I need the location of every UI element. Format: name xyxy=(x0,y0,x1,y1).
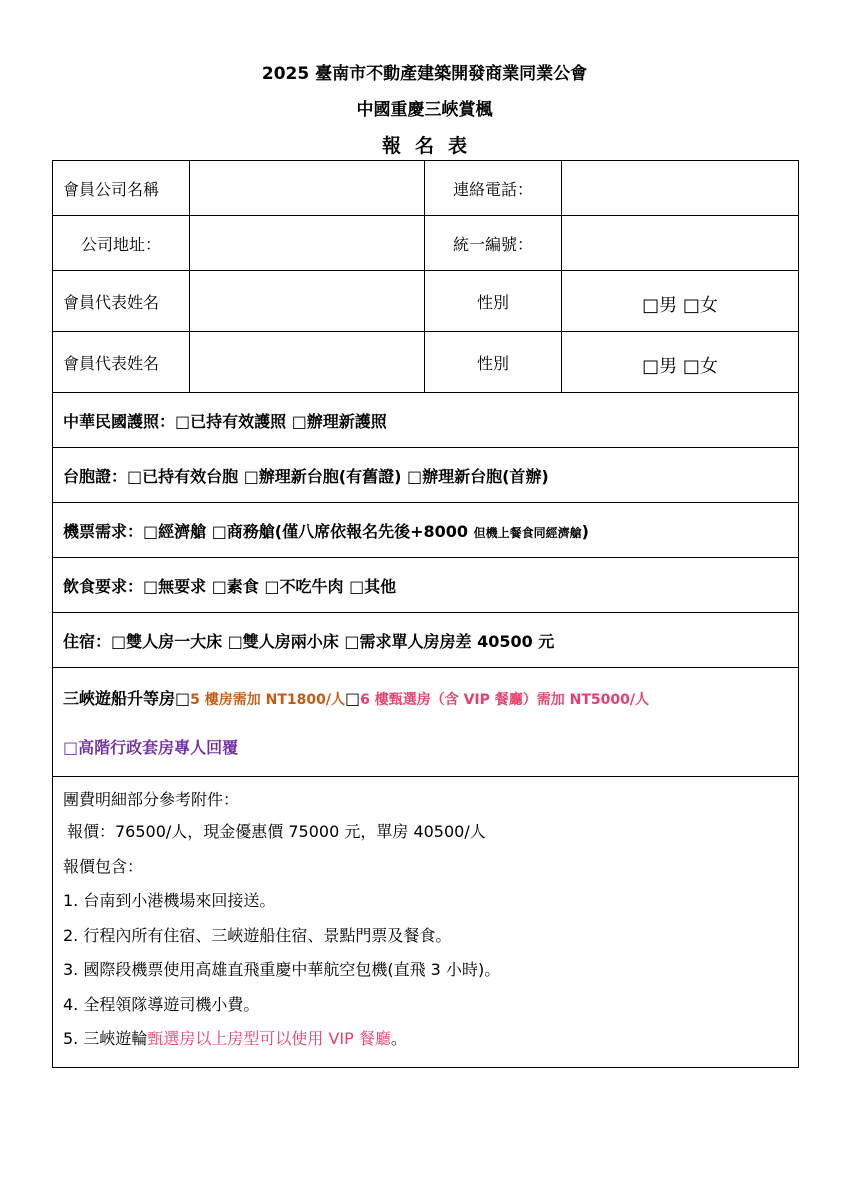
company-name-field[interactable] xyxy=(190,161,425,216)
details-price: 報價：76500/人，現金優惠價 75000 元，單房 40500/人 xyxy=(67,822,486,841)
details-item-4: 4. 全程領隊導遊司機小費。 xyxy=(63,994,260,1014)
taibao-options[interactable]: 台胞證：□已持有效台胞 □辦理新台胞(有舊證) □辦理新台胞(首辦) xyxy=(53,448,799,503)
tax-id-field[interactable] xyxy=(562,216,799,271)
rep2-label: 會員代表姓名 xyxy=(53,332,190,393)
doc-title-trip: 中國重慶三峽賞楓 xyxy=(356,100,493,120)
rep1-label: 會員代表姓名 xyxy=(53,271,190,332)
row-ticket xyxy=(53,503,799,558)
details-item-5-highlight: 甄選房以上房型可以使用 VIP 餐廳 xyxy=(147,1029,391,1048)
doc-title-form: 報名表 xyxy=(381,135,481,157)
contact-phone-field[interactable] xyxy=(562,161,799,216)
ticket-end: ) xyxy=(581,521,589,541)
rep1-gender-options[interactable]: □男 □女 xyxy=(562,271,799,332)
details-item-5 xyxy=(63,1022,788,1057)
row-upgrade xyxy=(53,668,799,777)
details-includes: 報價包含： xyxy=(63,856,144,876)
row-rep-2 xyxy=(53,332,799,393)
details-item-5-a: 5. 三峽遊輪 xyxy=(63,1029,148,1048)
passport-options[interactable]: 中華民國護照：□已持有效護照 □辦理新護照 xyxy=(53,393,799,448)
row-meal xyxy=(53,558,799,613)
contact-phone-label: 連絡電話： xyxy=(425,161,562,216)
rep1-name-field[interactable] xyxy=(190,271,425,332)
row-passport xyxy=(53,393,799,448)
registration-form xyxy=(52,160,799,1068)
row-taibao xyxy=(53,448,799,503)
ticket-note: 但機上餐食同經濟艙 xyxy=(473,525,582,540)
details-item-2: 2. 行程內所有住宿、三峽遊船住宿、景點門票及餐食。 xyxy=(63,925,452,945)
ticket-options[interactable] xyxy=(53,503,799,558)
upgrade-checkbox-2[interactable]: □ xyxy=(344,689,361,708)
row-company-name xyxy=(53,161,799,216)
ticket-main-text: 機票需求：□經濟艙 □商務艙(僅八席依報名先後+8000 xyxy=(63,521,474,541)
details-item-3: 3. 國際段機票使用高雄直飛重慶中華航空包機(直飛 3 小時)。 xyxy=(63,960,501,979)
meal-options[interactable]: 飲食要求：□無要求 □素食 □不吃牛肉 □其他 xyxy=(53,558,799,613)
rep2-gender-options[interactable]: □男 □女 xyxy=(562,332,799,393)
upgrade-exec-option[interactable]: □高階行政套房專人回覆 xyxy=(63,738,239,757)
company-name-label: 會員公司名稱 xyxy=(53,161,190,216)
row-rep-1 xyxy=(53,271,799,332)
row-lodging xyxy=(53,613,799,668)
upgrade-6f-option[interactable]: 6 樓甄選房（含 VIP 餐廳）需加 NT5000/人 xyxy=(360,692,649,708)
rep1-gender-label: 性別 xyxy=(425,271,562,332)
company-address-field[interactable] xyxy=(190,216,425,271)
rep2-name-field[interactable] xyxy=(190,332,425,393)
row-details xyxy=(53,777,799,1068)
tax-id-label: 統一編號： xyxy=(425,216,562,271)
company-address-label: 公司地址： xyxy=(53,216,190,271)
details-item-1: 1. 台南到小港機場來回接送。 xyxy=(63,891,276,910)
doc-title-association: 2025 臺南市不動產建築開發商業同業公會 xyxy=(261,64,588,84)
rep2-gender-label: 性別 xyxy=(425,332,562,393)
upgrade-5f-option[interactable]: 5 樓房需加 NT1800/人 xyxy=(190,692,345,708)
upgrade-label: 三峽遊船升等房□ xyxy=(63,689,191,708)
fee-details xyxy=(53,777,799,1068)
details-item-5-end: 。 xyxy=(390,1029,407,1048)
details-intro: 團費明細部分參考附件： xyxy=(63,790,240,809)
upgrade-options[interactable] xyxy=(53,668,799,777)
row-company-address xyxy=(53,216,799,271)
lodging-options[interactable]: 住宿：□雙人房一大床 □雙人房兩小床 □需求單人房房差 40500 元 xyxy=(53,613,799,668)
